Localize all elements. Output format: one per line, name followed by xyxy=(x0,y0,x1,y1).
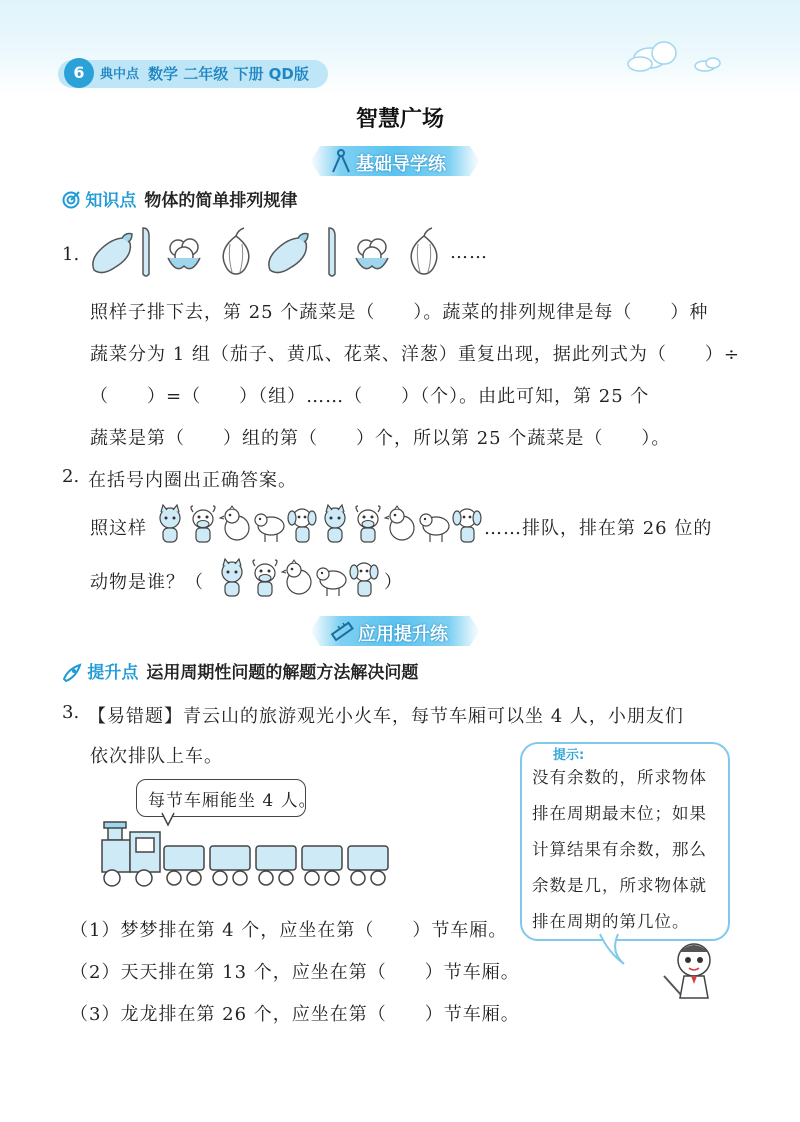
sheep-icon[interactable] xyxy=(315,558,347,598)
hint-line: 排在周期的第几位。 xyxy=(532,912,690,931)
section-banner-basic-label: 基础导学练 xyxy=(356,154,446,175)
compass-icon xyxy=(330,148,352,174)
cloud-icon xyxy=(620,36,730,81)
question-1-line-1: 照样子排下去，第 25 个蔬菜是（ ）。蔬菜的排列规律是每（ ）种 xyxy=(90,302,709,323)
hint-label: 提示: xyxy=(553,748,585,763)
question-2-instruction: 在括号内圈出正确答案。 xyxy=(88,470,297,491)
knowledge-tag: 知识点 xyxy=(85,191,137,211)
teacher-character-icon xyxy=(660,940,720,1002)
ruler-icon xyxy=(330,618,354,644)
onion-icon xyxy=(216,228,256,276)
cucumber-icon xyxy=(324,226,340,278)
cat-icon xyxy=(319,504,351,544)
dog-icon xyxy=(451,504,483,544)
sequence-ellipsis: …… xyxy=(450,242,488,263)
book-logo: 典中点 xyxy=(100,67,140,82)
cow-icon[interactable] xyxy=(249,558,281,598)
improve-heading xyxy=(62,658,418,683)
book-info: 数学 二年级 下册 QD版 xyxy=(148,65,309,83)
animal-options[interactable] xyxy=(216,556,386,600)
question-1-line-3: （ ）=（ ）（组）……（ ）（个）。由此可知，第 25 个 xyxy=(90,386,650,407)
question-1-line-2: 蔬菜分为 1 组（茄子、黄瓜、花菜、洋葱）重复出现，据此列式为（ ）÷ xyxy=(90,344,740,365)
question-3-number: 3. xyxy=(62,702,80,723)
train-illustration xyxy=(96,818,396,890)
page-number: 6 xyxy=(64,58,94,88)
chicken-icon[interactable] xyxy=(282,558,314,598)
question-3-line-2: 依次排队上车。 xyxy=(90,746,223,767)
cauliflower-icon xyxy=(162,232,206,276)
hint-line: 排在周期最末位；如果 xyxy=(532,804,707,823)
question-3-line-1: 【易错题】青云山的旅游观光小火车，每节车厢可以坐 4 人，小朋友们 xyxy=(88,706,684,727)
hint-line: 余数是几，所求物体就 xyxy=(532,876,707,895)
cat-icon[interactable] xyxy=(216,558,248,598)
cucumber-icon xyxy=(138,226,154,278)
dog-icon[interactable] xyxy=(348,558,380,598)
eggplant-icon xyxy=(264,230,312,276)
improve-tag: 提升点 xyxy=(87,663,139,683)
cow-icon xyxy=(187,504,219,544)
question-1-line-4: 蔬菜是第（ ）组的第（ ）个，所以第 25 个蔬菜是（ ）。 xyxy=(90,428,671,449)
onion-icon xyxy=(404,228,444,276)
section-banner-apply-label: 应用提升练 xyxy=(358,624,448,645)
hint-box-tail xyxy=(598,934,628,968)
sheep-icon xyxy=(253,504,285,544)
question-2-suffix: ……排队，排在第 26 位的 xyxy=(484,518,713,539)
animal-sequence xyxy=(154,502,484,546)
dog-icon xyxy=(286,504,318,544)
question-3-sub-1: （1）梦梦排在第 4 个，应坐在第（ ）节车厢。 xyxy=(70,920,508,941)
eggplant-icon xyxy=(88,230,136,276)
vegetable-sequence xyxy=(88,226,458,278)
question-2-close: ） xyxy=(384,572,403,593)
chicken-icon xyxy=(220,504,252,544)
rocket-icon xyxy=(62,663,82,681)
cauliflower-icon xyxy=(350,232,394,276)
improve-desc: 运用周期性问题的解题方法解决问题 xyxy=(146,663,419,683)
question-3-sub-2: （2）天天排在第 13 个，应坐在第（ ）节车厢。 xyxy=(70,962,520,983)
question-2-number: 2. xyxy=(62,466,80,487)
hint-line: 没有余数的，所求物体 xyxy=(532,768,707,787)
question-2-ask: 动物是谁？（ xyxy=(90,572,204,593)
cow-icon xyxy=(352,504,384,544)
page-title: 智慧广场 xyxy=(355,107,444,132)
cat-icon xyxy=(154,504,186,544)
speech-bubble-text: 每节车厢能坐 4 人。 xyxy=(148,791,317,811)
knowledge-desc: 物体的简单排列规律 xyxy=(144,191,298,211)
hint-line: 计算结果有余数，那么 xyxy=(532,840,707,859)
target-icon xyxy=(62,191,80,209)
chicken-icon xyxy=(385,504,417,544)
question-3-sub-3: （3）龙龙排在第 26 个，应坐在第（ ）节车厢。 xyxy=(70,1004,520,1025)
question-1-number: 1. xyxy=(62,244,80,265)
knowledge-heading xyxy=(62,186,297,211)
sheep-icon xyxy=(418,504,450,544)
question-2-prefix: 照这样 xyxy=(90,518,147,539)
